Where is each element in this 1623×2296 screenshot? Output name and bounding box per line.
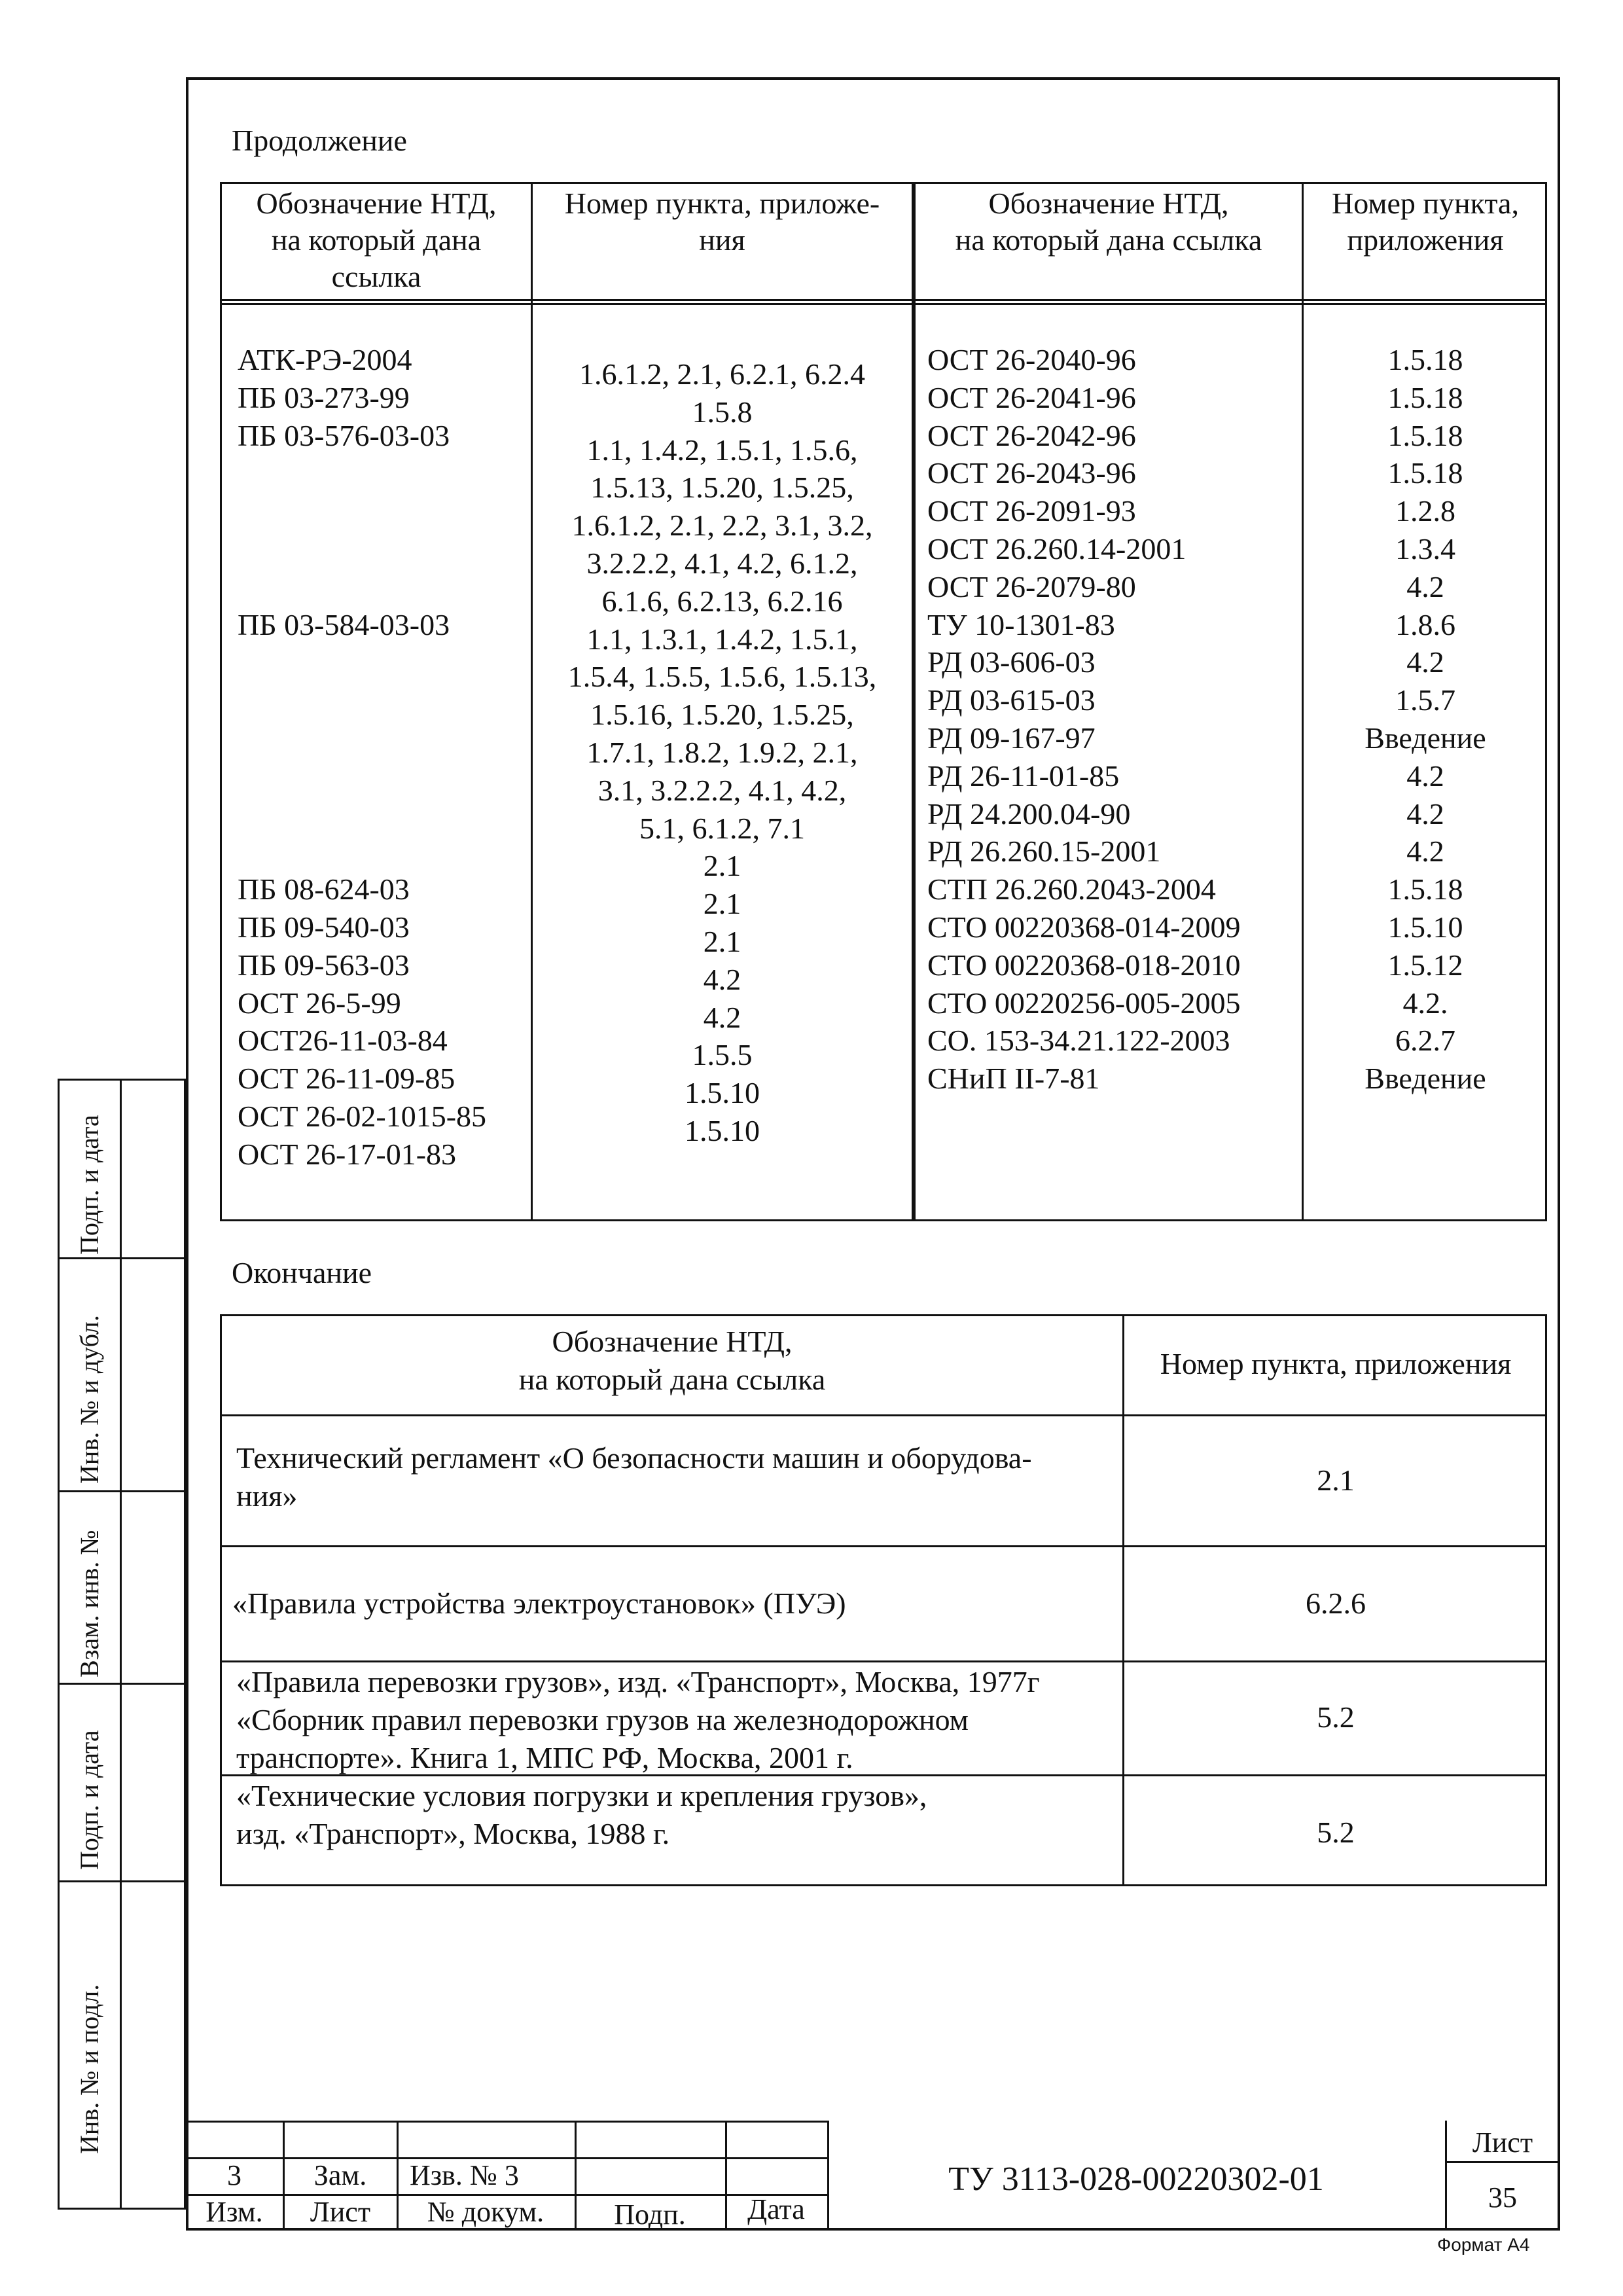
right-docs-item: РД 09-167-97 [927, 721, 1096, 755]
right-docs-item: РД 26-11-01-85 [927, 759, 1120, 793]
right-refs-item: Введение [1364, 721, 1486, 755]
sheet-label: Лист [1472, 2126, 1533, 2159]
side-label-replace-inv: Взам. инв. № [75, 1530, 104, 1677]
table1-header-doc-text: Обозначение НТД, на который дана ссылка [256, 187, 497, 293]
side-stamp-strip [58, 1079, 186, 2210]
right-refs-item: 4.2 [1406, 645, 1444, 679]
table2-row-4-ref: 5.2 [1317, 1816, 1355, 1849]
table2-header-ref [1124, 1345, 1547, 1383]
left-refs-item: 2.1 [703, 924, 741, 958]
right-docs-item: СТО 00220256-005-2005 [927, 986, 1241, 1020]
table2-header-ref-text: Номер пункта, приложения [1160, 1347, 1512, 1380]
side-label-sign-date-1: Подп. и дата [75, 1115, 104, 1255]
right-refs-item: 1.5.18 [1387, 456, 1463, 490]
left-docs-item: ОСТ 26-11-09-85 [238, 1062, 455, 1096]
rev-doc: Изв. № 3 [410, 2159, 519, 2191]
col-izm: Изм. [205, 2196, 263, 2228]
right-docs-item: СО. 153-34.21.122-2003 [927, 1024, 1230, 1058]
left-docs-item [238, 530, 486, 568]
left-docs-item [238, 454, 486, 492]
right-refs-item: 1.5.18 [1387, 380, 1463, 414]
table1-header-ref-2 [1304, 184, 1547, 300]
left-refs-item: 4.2 [703, 1000, 741, 1034]
references-table-1 [220, 182, 1547, 1221]
left-docs-item: ПБ 09-563-03 [238, 948, 410, 982]
left-refs-item: 1.6.1.2, 2.1, 2.2, 3.1, 3.2, [571, 509, 873, 543]
left-docs-item: ОСТ 26-02-1015-85 [238, 1099, 487, 1133]
right-refs-item: 4.2 [1406, 759, 1444, 793]
right-docs-item: ОСТ 26-2079-80 [927, 569, 1136, 603]
right-refs-item: 4.2 [1406, 569, 1444, 603]
table1-header-ref-2-text: Номер пункта, приложения [1332, 187, 1519, 257]
table2-header-doc [222, 1323, 1122, 1399]
side-label-inv-dup: Инв. № и дубл. [75, 1315, 104, 1484]
left-docs-item: ПБ 03-576-03-03 [238, 418, 450, 452]
right-refs-item: 1.2.8 [1395, 494, 1455, 528]
right-refs-item: 1.8.6 [1395, 607, 1455, 641]
left-refs-item: 1.5.8 [692, 395, 753, 429]
right-refs-item: 1.5.18 [1387, 343, 1463, 376]
right-refs-item: 1.5.12 [1387, 948, 1463, 982]
table2-row-3-doc: «Правила перевозки грузов», изд. «Транспорт», Москва, 1977г «Сборник правил перевозки грузов на железнодорожном транспорте». Книга 1, МПС РФ, Москва, 2001 г. [236, 1665, 1040, 1774]
right-docs-item: СНиП II-7-81 [927, 1062, 1100, 1096]
left-refs-item: 5.1, 6.1.2, 7.1 [639, 811, 805, 845]
right-refs-item: 1.3.4 [1395, 531, 1455, 565]
left-docs-item: ПБ 03-584-03-03 [238, 607, 450, 641]
left-docs-item: ПБ 03-273-99 [238, 380, 410, 414]
left-refs-item: 1.5.10 [685, 1076, 760, 1110]
rev-number: 3 [227, 2159, 241, 2191]
left-docs-item: ОСТ 26-17-01-83 [238, 1137, 457, 1171]
right-docs-list [927, 341, 1241, 1098]
left-refs-item: 1.1, 1.3.1, 1.4.2, 1.5.1, [586, 622, 858, 656]
left-docs-item [238, 833, 486, 870]
right-refs-item: 1.5.10 [1387, 910, 1463, 944]
col-sign: Подп. [614, 2198, 686, 2231]
table1-header-ref [533, 184, 912, 300]
right-refs-item: 1.5.18 [1387, 872, 1463, 906]
sheet-number: 35 [1488, 2181, 1517, 2214]
references-table-2 [220, 1314, 1547, 1886]
left-refs-list [533, 355, 912, 1150]
left-refs-item: 1.6.1.2, 2.1, 6.2.1, 6.2.4 [579, 357, 865, 391]
right-docs-item: РД 24.200.04-90 [927, 797, 1131, 831]
right-docs-item: ОСТ 26.260.14-2001 [927, 531, 1186, 565]
col-doc: № докум. [427, 2196, 544, 2228]
right-docs-item: ОСТ 26-2043-96 [927, 456, 1136, 490]
left-refs-item: 1.5.10 [685, 1113, 760, 1147]
left-refs-item: 2.1 [703, 887, 741, 921]
left-refs-item: 3.1, 3.2.2.2, 4.1, 4.2, [597, 773, 847, 807]
left-docs-item [238, 757, 486, 795]
left-refs-item: 1.5.4, 1.5.5, 1.5.6, 1.5.13, [567, 660, 877, 694]
left-docs-item: ОСТ26-11-03-84 [238, 1024, 448, 1058]
left-docs-item [238, 643, 486, 681]
right-refs-item: 1.5.7 [1395, 683, 1455, 717]
left-docs-item: ПБ 09-540-03 [238, 910, 410, 944]
left-refs-item: 6.1.6, 6.2.13, 6.2.16 [601, 584, 843, 618]
right-refs-item: Введение [1364, 1062, 1486, 1096]
left-refs-item: 1.5.5 [692, 1038, 753, 1072]
right-docs-item: ОСТ 26-2042-96 [927, 418, 1136, 452]
right-docs-item: РД 03-615-03 [927, 683, 1096, 717]
ending-label: Окончание [232, 1256, 372, 1289]
left-docs-item: АТК-РЭ-2004 [238, 343, 412, 376]
left-docs-list [238, 341, 486, 1174]
table2-row-1-ref: 2.1 [1317, 1463, 1355, 1497]
right-refs-item: 6.2.7 [1395, 1024, 1455, 1058]
table1-header-ref-text: Номер пункта, приложе- ния [564, 187, 880, 257]
left-docs-item [238, 795, 486, 833]
right-docs-item: РД 03-606-03 [927, 645, 1096, 679]
right-docs-item: РД 26.260.15-2001 [927, 834, 1161, 869]
continuation-label: Продолжение [232, 124, 407, 157]
left-refs-item: 4.2 [703, 962, 741, 996]
right-refs-item: 4.2 [1406, 834, 1444, 869]
table2-row-2-doc: «Правила устройства электроустановок» (ПУЭ) [232, 1587, 846, 1620]
format-label: Формат А4 [1437, 2234, 1530, 2255]
table2-header-doc-text: Обозначение НТД, на который дана ссылка [518, 1325, 826, 1396]
table2-row-3-ref: 5.2 [1317, 1700, 1355, 1734]
right-docs-item: ОСТ 26-2041-96 [927, 380, 1136, 414]
col-list: Лист [310, 2196, 371, 2228]
left-refs-item: 3.2.2.2, 4.1, 4.2, 6.1.2, [586, 546, 858, 580]
left-docs-item [238, 681, 486, 719]
left-docs-item [238, 719, 486, 757]
left-docs-item [238, 568, 486, 606]
table2-row-1-doc: Технический регламент «О безопасности машин и оборудова- ния» [236, 1441, 1032, 1513]
right-docs-item: ОСТ 26-2040-96 [927, 343, 1136, 376]
right-refs-list [1304, 341, 1547, 1098]
side-label-sign-date-2: Подп. и дата [75, 1730, 104, 1870]
left-docs-item: ОСТ 26-5-99 [238, 986, 401, 1020]
rev-type: Зам. [313, 2159, 367, 2191]
left-refs-item: 1.5.16, 1.5.20, 1.5.25, [590, 698, 854, 732]
table1-header-doc [222, 184, 531, 300]
table2-row-4-doc: «Технические условия погрузки и крепления грузов», изд. «Транспорт», Москва, 1988 г. [236, 1779, 927, 1850]
left-refs-item: 1.7.1, 1.8.2, 1.9.2, 2.1, [586, 735, 858, 769]
right-docs-item: ОСТ 26-2091-93 [927, 494, 1136, 528]
table1-header-doc-2-text: Обозначение НТД, на который дана ссылка [955, 187, 1262, 257]
right-refs-item: 1.5.18 [1387, 418, 1463, 452]
left-refs-item: 2.1 [703, 849, 741, 883]
side-label-inv-orig: Инв. № и подл. [75, 1984, 104, 2154]
left-docs-item: ПБ 08-624-03 [238, 872, 410, 906]
left-docs-item [238, 492, 486, 530]
col-date: Дата [747, 2193, 805, 2225]
left-refs-item: 1.1, 1.4.2, 1.5.1, 1.5.6, [586, 433, 858, 467]
right-refs-item: 4.2. [1402, 986, 1448, 1020]
title-block [186, 2121, 1560, 2231]
right-docs-item: СТО 00220368-014-2009 [927, 910, 1241, 944]
right-docs-item: ТУ 10-1301-83 [927, 607, 1115, 641]
right-docs-item: СТП 26.260.2043-2004 [927, 872, 1216, 906]
table1-header-doc-2 [916, 184, 1302, 300]
left-refs-item: 1.5.13, 1.5.20, 1.5.25, [590, 471, 854, 505]
document-designation: ТУ 3113-028-00220302-01 [948, 2161, 1324, 2198]
right-refs-item: 4.2 [1406, 797, 1444, 831]
right-docs-item: СТО 00220368-018-2010 [927, 948, 1241, 982]
table2-row-2-ref: 6.2.6 [1306, 1587, 1366, 1620]
